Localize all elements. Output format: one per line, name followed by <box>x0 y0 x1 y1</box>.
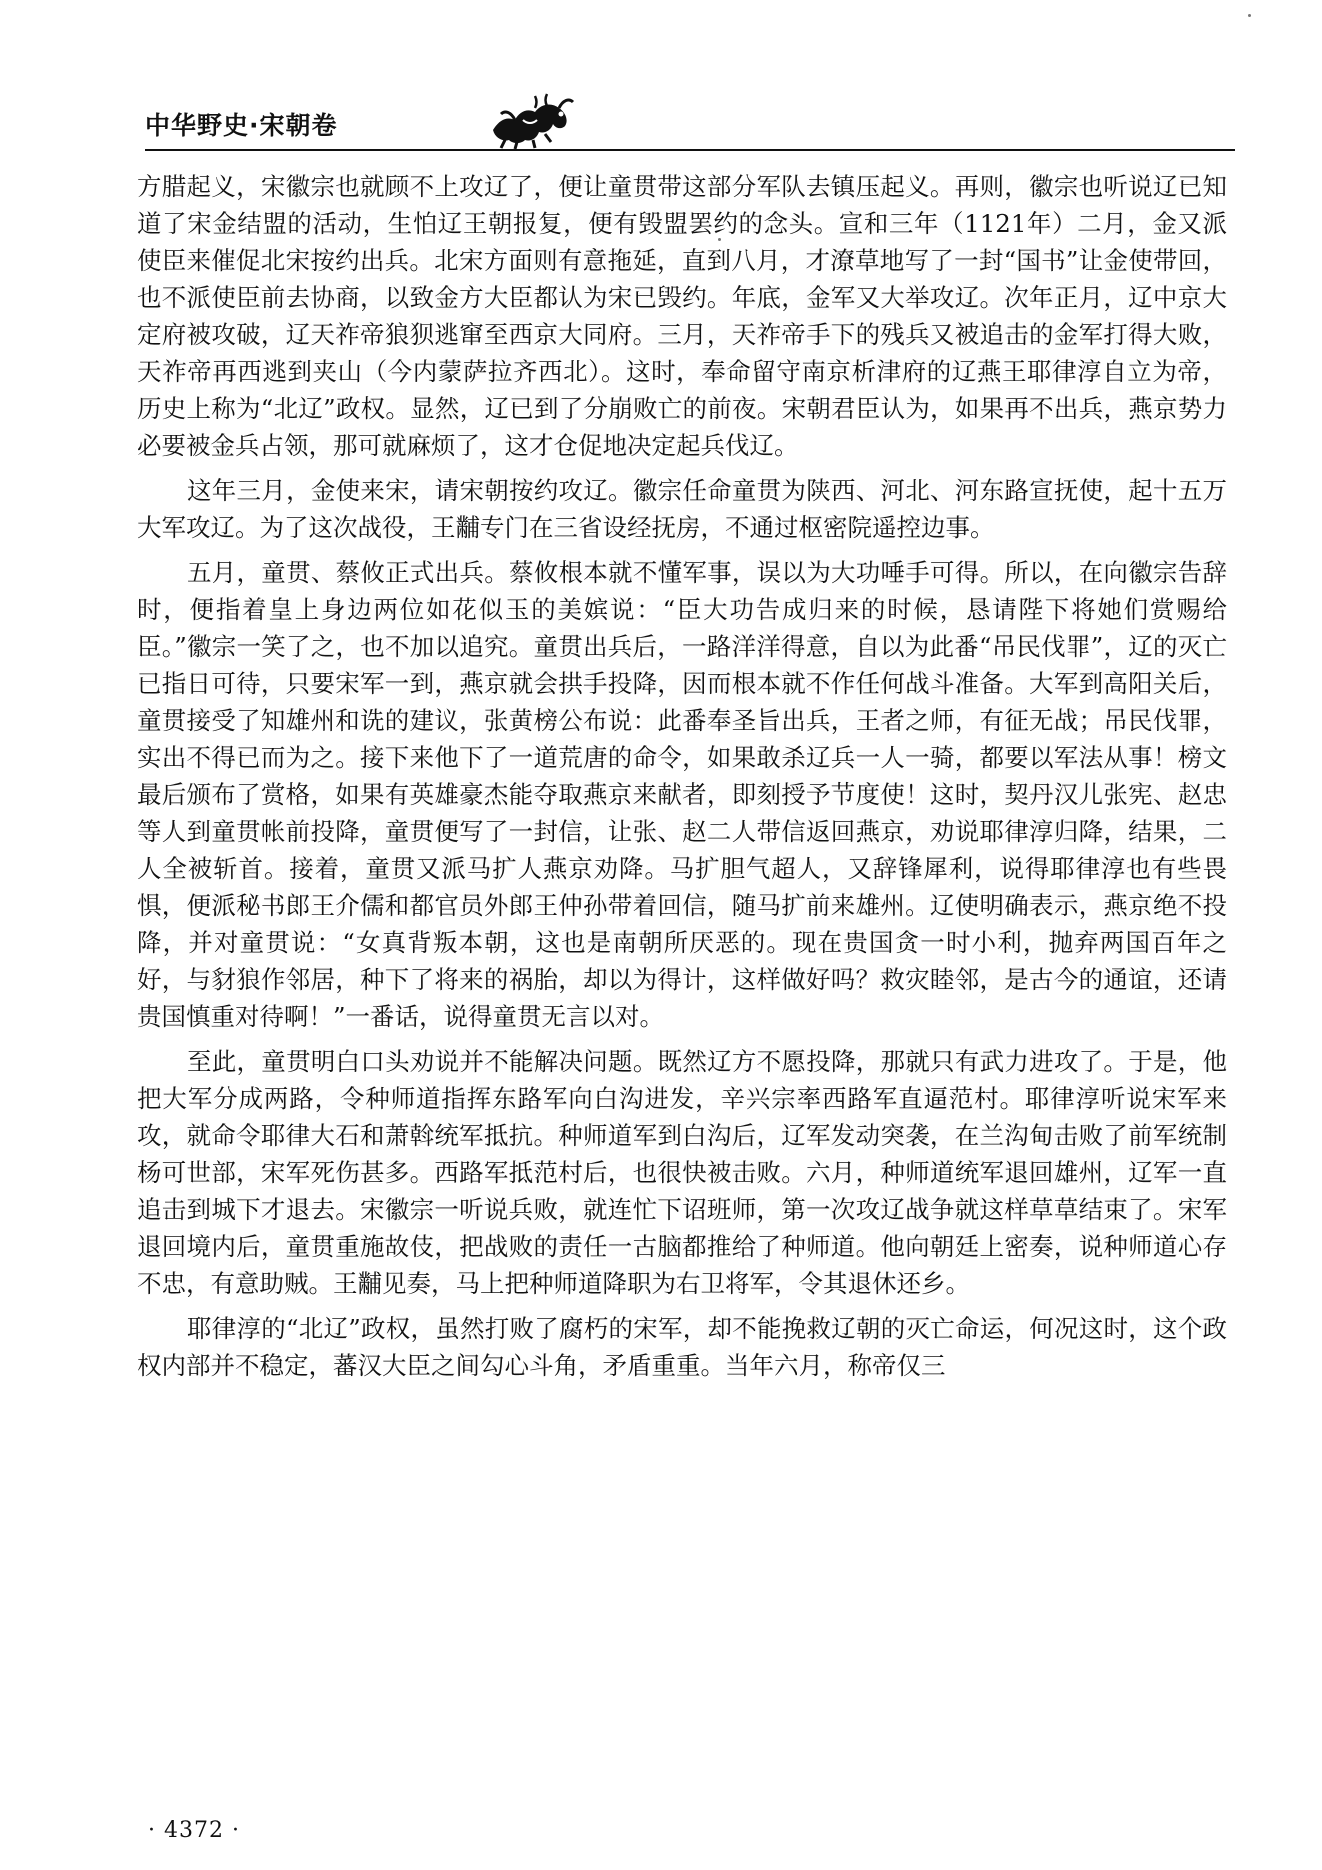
paragraph: 这年三月，金使来宋，请宋朝按约攻辽。徽宗任命童贯为陕西、河北、河东路宣抚使，起十五万大军攻辽。为了这次战役，王黼专门在三省设经抚房，不通过枢密院遥控边事。 <box>137 476 1227 542</box>
article-body <box>137 168 1227 1384</box>
scan-speck <box>1248 14 1251 17</box>
header-divider <box>145 149 1235 151</box>
scan-speck <box>718 238 721 241</box>
dragon-emblem-icon <box>485 90 575 150</box>
paragraph: 方腊起义，宋徽宗也就顾不上攻辽了，便让童贯带这部分军队去镇压起义。再则，徽宗也听说辽已知道了宋金结盟的活动，生怕辽王朝报复，便有毁盟罢约的念头。宣和三年（1121年）二月，金又派使臣来催促北宋按约出兵。北宋方面则有意拖延，直到八月，才潦草地写了一封“国书”让金使带回，也不派使臣前去协商，以致金方大臣都认为宋已毁约。年底，金军又大举攻辽。次年正月，辽中京大定府被攻破，辽天祚帝狼狈逃窜至西京大同府。三月，天祚帝手下的残兵又被追击的金军打得大败，天祚帝再西逃到夹山（今内蒙萨拉齐西北）。这时，奉命留守南京析津府的辽燕王耶律淳自立为帝，历史上称为“北辽”政权。显然，辽已到了分崩败亡的前夜。宋朝君臣认为，如果再不出兵，燕京势力必要被金兵占领，那可就麻烦了，这才仓促地决定起兵伐辽。 <box>137 172 1227 460</box>
paragraph: 耶律淳的“北辽”政权，虽然打败了腐朽的宋军，却不能挽救辽朝的灭亡命运，何况这时，这个政权内部并不稳定，蕃汉大臣之间勾心斗角，矛盾重重。当年六月，称帝仅三 <box>137 1314 1227 1380</box>
paragraph: 至此，童贯明白口头劝说并不能解决问题。既然辽方不愿投降，那就只有武力进攻了。于是，他把大军分成两路，令种师道指挥东路军向白沟进发，辛兴宗率西路军直逼范村。耶律淳听说宋军来攻，就命令耶律大石和萧斡统军抵抗。种师道军到白沟后，辽军发动突袭，在兰沟甸击败了前军统制杨可世部，宋军死伤甚多。西路军抵范村后，也很快被击败。六月，种师道统军退回雄州，辽军一直追击到城下才退去。宋徽宗一听说兵败，就连忙下诏班师，第一次攻辽战争就这样草草结束了。宋军退回境内后，童贯重施故伎，把战败的责任一古脑都推给了种师道。他向朝廷上密奏，说种师道心存不忠，有意助贼。王黼见奏，马上把种师道降职为右卫将军，令其退休还乡。 <box>137 1047 1227 1298</box>
running-header <box>145 98 1235 158</box>
book-title: 中华野史·宋朝卷 <box>145 111 338 140</box>
paragraph: 五月，童贯、蔡攸正式出兵。蔡攸根本就不懂军事，误以为大功唾手可得。所以，在向徽宗告辞时，便指着皇上身边两位如花似玉的美嫔说：“臣大功告成归来的时候，恳请陛下将她们赏赐给臣。”徽宗一笑了之，也不加以追究。童贯出兵后，一路洋洋得意，自以为此番“吊民伐罪”，辽的灭亡已指日可待，只要宋军一到，燕京就会拱手投降，因而根本就不作任何战斗准备。大军到高阳关后，童贯接受了知雄州和诜的建议，张黄榜公布说：此番奉圣旨出兵，王者之师，有征无战；吊民伐罪，实出不得已而为之。接下来他下了一道荒唐的命令，如果敢杀辽兵一人一骑，都要以军法从事！榜文最后颁布了赏格，如果有英雄豪杰能夺取燕京来献者，即刻授予节度使！这时，契丹汉儿张宪、赵忠等人到童贯帐前投降，童贯便写了一封信，让张、赵二人带信返回燕京，劝说耶律淳归降，结果，二人全被斩首。接着，童贯又派马扩人燕京劝降。马扩胆气超人，又辞锋犀利，说得耶律淳也有些畏惧，便派秘书郎王介儒和都官员外郎王仲孙带着回信，随马扩前来雄州。辽使明确表示，燕京绝不投降，并对童贯说：“女真背叛本朝，这也是南朝所厌恶的。现在贵国贪一时小利，抛弃两国百年之好，与豺狼作邻居，种下了将来的祸胎，却以为得计，这样做好吗？救灾睦邻，是古今的通谊，还请贵国慎重对待啊！”一番话，说得童贯无言以对。 <box>137 558 1227 1031</box>
page-number: · 4372 · <box>148 1818 240 1843</box>
